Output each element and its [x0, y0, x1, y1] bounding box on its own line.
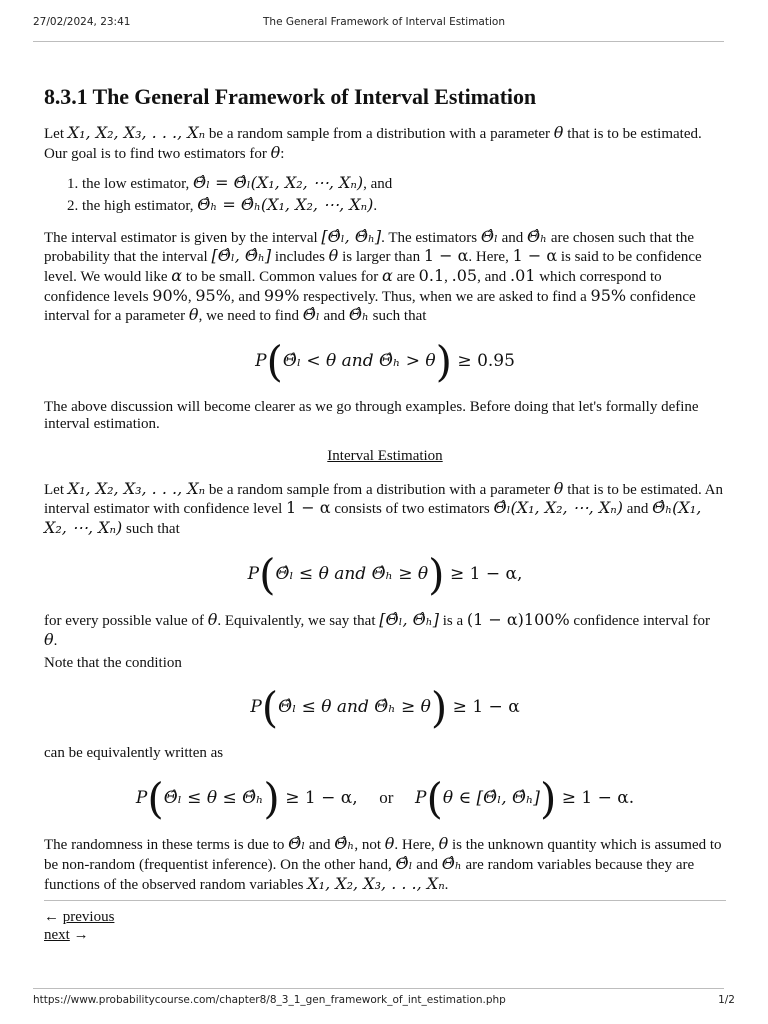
- text: is larger than: [338, 249, 424, 266]
- math-or: or: [379, 787, 394, 807]
- math-value: .05: [451, 266, 478, 286]
- page-url: https://www.probabilitycourse.com/chapter8/8_3_1_gen_framework_of_int_estimation.php: [33, 994, 506, 1006]
- equation-confidence: P(Θ̂ₗ ≤ θ and Θ̂ₕ ≥ θ) ≥ 1 − α,: [247, 549, 523, 599]
- math-rhs: ≥ 1 − α.: [561, 787, 635, 808]
- text: for every possible value of: [44, 613, 208, 630]
- math-rhs: ≥ 0.95: [457, 351, 515, 372]
- math-alpha: α: [171, 266, 183, 286]
- text: The interval estimator is given by the interval: [44, 229, 322, 246]
- content-divider: [44, 900, 726, 901]
- math-P: P: [255, 351, 267, 372]
- text: and: [622, 501, 653, 518]
- text: , we need to find: [198, 308, 303, 325]
- math-value: .01: [510, 266, 536, 286]
- next-link[interactable]: next: [44, 926, 70, 943]
- text: to be small. Common values for: [182, 269, 383, 286]
- header-divider: [33, 41, 724, 42]
- definition-title: [44, 448, 726, 466]
- text: respectively. Thus, when we are asked to find a: [299, 288, 591, 305]
- math-inner: Θ̂ₗ ≤ θ ≤ Θ̂ₕ: [163, 787, 264, 808]
- text: are chosen such that the probability that the interval: [44, 229, 695, 266]
- math-P: P: [135, 787, 148, 808]
- text: is said to be confidence level. We would like: [44, 249, 702, 286]
- list-item: [82, 174, 726, 194]
- article: [44, 80, 726, 945]
- print-datetime: 27/02/2024, 23:41: [33, 16, 131, 28]
- previous-link[interactable]: previous: [62, 909, 115, 926]
- math-alpha: α: [382, 266, 393, 286]
- print-footer: [33, 994, 735, 1010]
- math-rhs: ≥ 1 − α,: [285, 787, 358, 808]
- math-theta-low: Θ̂ₗ: [302, 305, 320, 325]
- math-theta-low: Θ̂ₗ: [395, 853, 413, 873]
- math-P: P: [415, 787, 427, 808]
- math-theta: θ: [207, 610, 218, 630]
- next-link-row: [44, 927, 726, 945]
- text: . The estimators: [381, 229, 481, 246]
- definition-title-text: Interval Estimation: [327, 448, 443, 465]
- math-value: 95%: [590, 285, 627, 305]
- math-theta-low: Θ̂ₗ: [480, 226, 498, 246]
- text: is the unknown quantity which is assumed to be non-random (frequentist inference). On the other hand,: [44, 837, 722, 873]
- math-low-estimator: Θ̂ₗ = Θ̂ₗ(X₁, X₂, ⋯, Xₙ): [193, 173, 364, 193]
- text: and: [412, 856, 442, 873]
- text: and: [497, 229, 528, 246]
- print-page-title: The General Framework of Interval Estimation: [263, 16, 505, 28]
- math-value: 90%: [152, 285, 188, 305]
- text: :: [280, 145, 285, 162]
- math-inner: θ ∈ [Θ̂ₗ, Θ̂ₕ]: [442, 787, 540, 808]
- math-interval: [Θ̂ₗ, Θ̂ₕ]: [211, 246, 272, 266]
- math-theta: θ: [188, 305, 199, 325]
- math-inner: Θ̂ₗ ≤ θ and Θ̂ₕ ≥ θ: [275, 563, 429, 584]
- discussion-paragraph: The above discussion will become clearer as we go through examples. Before doing that let's formally define interval estimation.: [44, 398, 699, 433]
- text: Let: [44, 125, 68, 142]
- math-theta: θ: [553, 478, 564, 498]
- text: includes: [271, 249, 329, 266]
- text: , and: [363, 176, 393, 193]
- text: , and: [477, 269, 510, 286]
- text: .: [53, 633, 58, 650]
- interval-paragraph: The interval estimator is given by the interval [Θ̂ₗ, Θ̂ₕ]. The estimators Θ̂ₗ and Θ̂ₕ are chosen such that the probability that the interval [Θ̂ₗ, Θ̂ₕ] includes θ is larger than 1 − α. Here, 1 − α is said to be confidence level. We would like α to be small. Common values for α are 0.1, .05, and .01 which correspond to confidence levels 90%, 95%, and 99% respectively. Thus, when we are asked to find a 95% confidence interval for a parameter θ, we need to find Θ̂ₗ and Θ̂ₕ such that: [44, 226, 702, 325]
- text: . Here,: [394, 837, 439, 854]
- pagination: [44, 909, 726, 944]
- text: such that: [368, 308, 427, 325]
- equation-equivalent: P(Θ̂ₗ ≤ θ ≤ Θ̂ₕ) ≥ 1 − α, or P(θ ∈ [Θ̂ₗ, Θ̂ₕ]) ≥ 1 − α.: [135, 773, 635, 823]
- text: consists of two estimators: [330, 501, 494, 518]
- math-interval: [Θ̂ₗ, Θ̂ₕ]: [379, 610, 439, 630]
- math-theta: θ: [438, 834, 449, 854]
- math-theta-high: Θ̂ₕ: [348, 305, 369, 325]
- math-theta-high: Θ̂ₕ: [441, 853, 462, 873]
- text: , not: [354, 837, 385, 854]
- page-number: 1/2: [718, 994, 735, 1006]
- randomness-paragraph: [44, 835, 726, 894]
- text: which correspond to confidence levels: [44, 269, 662, 305]
- right-arrow-icon: →: [73, 926, 89, 943]
- text: the high estimator,: [82, 198, 198, 215]
- text: , and: [230, 288, 264, 305]
- text: confidence interval for a parameter: [44, 288, 696, 325]
- math-value: 0.1: [418, 266, 445, 286]
- text: .: [373, 198, 378, 215]
- math-sample: X₁, X₂, X₃, . . ., Xₙ: [307, 873, 445, 893]
- text: are random variables because they are functions of the observed random variables: [44, 856, 695, 893]
- math-high-estimator: Θ̂ₕ(X₁, X₂, ⋯, Xₙ): [44, 498, 702, 538]
- text: such that: [122, 521, 180, 538]
- math-theta-high: Θ̂ₕ: [334, 834, 355, 854]
- math-sample: X₁, X₂, X₃, . . ., Xₙ: [67, 478, 206, 498]
- math-low-estimator: Θ̂ₗ(X₁, X₂, ⋯, Xₙ): [493, 498, 623, 518]
- estimator-list: [44, 174, 726, 215]
- math-rhs: ≥ 1 − α: [452, 697, 520, 718]
- math-one-minus-alpha: 1 − α: [512, 246, 558, 266]
- math-high-estimator: Θ̂ₕ = Θ̂ₕ(X₁, X₂, ⋯, Xₙ): [197, 195, 374, 215]
- list-item: [82, 196, 726, 216]
- math-value: 99%: [263, 285, 300, 305]
- print-header: [33, 14, 735, 32]
- definition-paragraph: [44, 480, 726, 539]
- math-ci: (1 − α)100%: [466, 610, 570, 630]
- math-one-minus-alpha: 1 − α: [423, 246, 469, 266]
- equation-095: P(Θ̂ₗ < θ and Θ̂ₕ > θ) ≥ 0.95: [255, 337, 515, 387]
- math-theta-high: Θ̂ₕ: [527, 226, 548, 246]
- text: . Equivalently, we say that: [217, 613, 380, 630]
- math-inner: Θ̂ₗ < θ and Θ̂ₕ > θ: [282, 351, 436, 372]
- math-inner: Θ̂ₗ ≤ θ and Θ̂ₕ ≥ θ: [278, 697, 431, 718]
- math-P: P: [247, 563, 260, 584]
- math-theta: θ: [44, 630, 54, 650]
- math-sample: X₁, X₂, X₃, . . ., Xₙ: [67, 122, 206, 142]
- text: . Here,: [468, 249, 513, 266]
- text: are: [392, 269, 419, 286]
- text: is a: [438, 613, 467, 630]
- text: that is to be estimated. Our goal is to find two estimators for: [44, 125, 702, 162]
- math-theta-low: Θ̂ₗ: [288, 834, 306, 854]
- note-paragraph: Note that the condition: [44, 654, 182, 671]
- text: the low estimator,: [82, 176, 194, 193]
- math-value: 95%: [195, 285, 231, 305]
- previous-link-row: [44, 909, 726, 927]
- text: and: [319, 308, 349, 325]
- footer-divider: [33, 988, 724, 989]
- text: confidence interval for: [569, 613, 711, 630]
- math-theta: θ: [553, 122, 564, 142]
- math-one-minus-alpha: 1 − α: [286, 498, 331, 518]
- text: that is to be estimated. An interval estimator with confidence level: [44, 481, 723, 518]
- text: Let: [44, 481, 68, 498]
- math-theta: θ: [384, 834, 395, 854]
- equivalence-paragraph: [44, 611, 726, 650]
- text: The randomness in these terms is due to: [44, 837, 289, 854]
- text: and: [305, 837, 335, 854]
- equation-condition: P(Θ̂ₗ ≤ θ and Θ̂ₕ ≥ θ) ≥ 1 − α: [250, 683, 520, 733]
- math-theta: θ: [270, 142, 281, 162]
- section-heading: 8.3.1 The General Framework of Interval Estimation: [44, 84, 536, 109]
- math-P: P: [250, 697, 262, 718]
- text: be a random sample from a distribution with a parameter: [205, 481, 554, 498]
- left-arrow-icon: ←: [44, 909, 59, 926]
- intro-paragraph: [44, 124, 726, 163]
- text: .: [444, 876, 449, 893]
- text: be a random sample from a distribution with a parameter: [205, 125, 554, 142]
- math-rhs: ≥ 1 − α,: [449, 563, 523, 584]
- math-theta: θ: [328, 246, 339, 266]
- equivalent-paragraph: can be equivalently written as: [44, 744, 224, 761]
- math-interval: [Θ̂ₗ, Θ̂ₕ]: [321, 226, 382, 246]
